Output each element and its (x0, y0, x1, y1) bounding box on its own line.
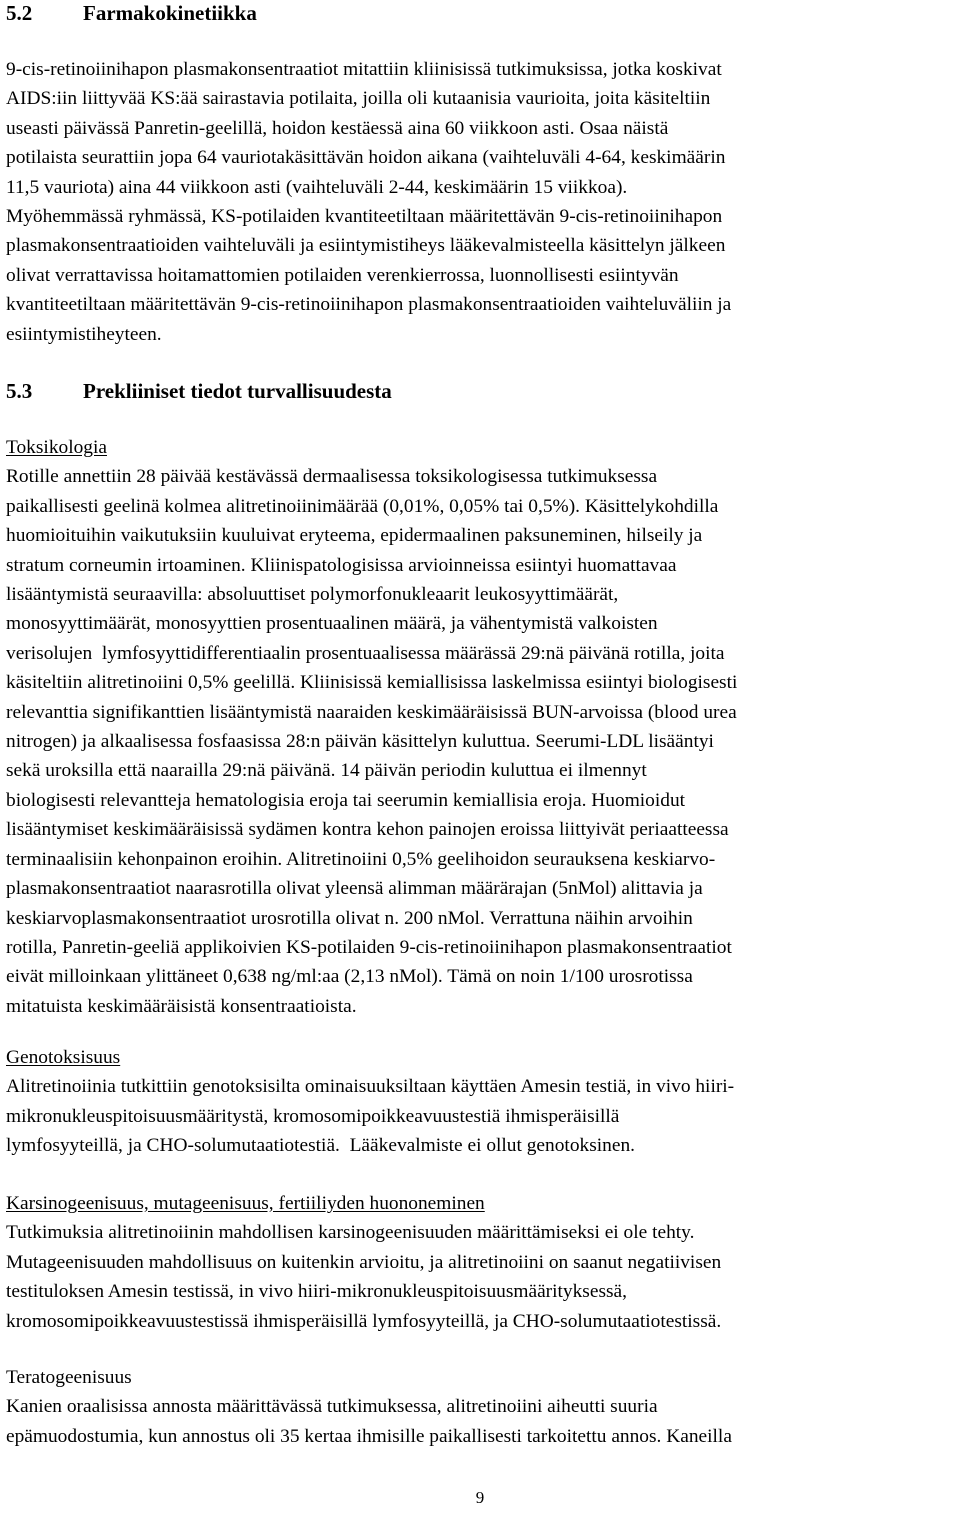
subsection-heading-carcinogenicity: Karsinogeenisuus, mutageenisuus, fertiiliyden huononeminen (6, 1193, 485, 1214)
paragraph-line: stratum corneumin irtoaminen. Kliinispatologisissa arvioinneissa esiintyi huomattavaa (6, 554, 677, 576)
teratogenicity-block (6, 1363, 732, 1451)
paragraph-line: relevanttia signifikanttien lisääntymistä naaraiden keskimääräisissä BUN-arvoissa (blood urea (6, 701, 737, 723)
paragraph-line: kromosomipoikkeavuustestissä ihmisperäisillä lymfosyyteillä, ja CHO-solumutaatiotestissä. (6, 1310, 722, 1332)
paragraph-line: eivät milloinkaan ylittäneet 0,638 ng/ml:aa (2,13 nMol). Tämä on noin 1/100 urosrotissa (6, 966, 693, 988)
section-heading-5-2 (6, 0, 257, 26)
paragraph-line: Mutageenisuuden mahdollisuus on kuitenkin arvioitu, ja alitretinoiini on saanut negatiivisen (6, 1251, 722, 1273)
paragraph-line: Rotille annettiin 28 päivää kestävässä dermaalisessa toksikologisessa tutkimuksessa (6, 466, 658, 488)
paragraph-line: Kanien oraalisissa annosta määrittävässä tutkimuksessa, alitretinoiini aiheutti suuria (6, 1396, 658, 1418)
paragraph-line: paikallisesti geelinä kolmea alitretinoiinimäärää (0,01%, 0,05% tai 0,5%). Käsittelykohdilla (6, 495, 719, 517)
paragraph-line: verisolujen lymfosyyttidifferentiaalin prosentuaalisessa määrässä 29:nä päivänä rotilla, joita (6, 642, 725, 664)
paragraph-line: lisääntymistä seuraavilla: absoluuttiset polymorfonukleaarit leukosyyttimäärät, (6, 584, 619, 606)
paragraph-line: testituloksen Amesin testissä, in vivo hiiri-mikronukleuspitoisuusmäärityksessä, (6, 1281, 627, 1303)
pharmacokinetics-paragraph (6, 55, 731, 349)
paragraph-line: kvantiteetiltaan määritettävän 9-cis-retinoiinihapon plasmakonsentraatioiden vaihteluväliin ja (6, 294, 732, 316)
paragraph-line: nitrogen) ja alkaalisessa fosfaasissa 28:n päivän käsittelyn kuluttua. Seerumi-LDL lisääntyi (6, 731, 714, 753)
paragraph-line: potilaista seurattiin jopa 64 vauriotakäsittävän hoidon aikana (vaihteluväli 4-64, keskimäärin (6, 147, 726, 169)
paragraph-line: lisääntymiset keskimääräisissä sydämen kontra kehon painojen eroissa liittyivät periaatteessa (6, 819, 729, 841)
carcinogenicity-block (6, 1189, 721, 1336)
paragraph-line: Tutkimuksia alitretinoiinin mahdollisen karsinogeenisuuden määrittämiseksi ei ole tehty. (6, 1222, 695, 1244)
subsection-heading-genotoxicity: Genotoksisuus (6, 1047, 121, 1068)
section-title: Farmakokinetiikka (83, 1, 257, 25)
section-heading-5-3 (6, 378, 392, 404)
paragraph-line: sekä uroksilla että naarailla 29:nä päivänä. 14 päivän periodin kuluttua ei ilmennyt (6, 760, 647, 782)
paragraph-line: käsiteltiin alitretinoiini 0,5% geelillä. Kliinisissä kemiallisissa laskelmissa esiintyi biologisesti (6, 672, 738, 694)
paragraph-line: terminaalisiin kehonpainon eroihin. Alitretinoiini 0,5% geelihoidon seurauksena keskiarvo- (6, 848, 716, 870)
paragraph-line: esiintymistiheyteen. (6, 323, 162, 345)
paragraph-line: epämuodostumia, kun annostus oli 35 kertaa ihmisille paikallisesti tarkoitettu annos. Kaneilla (6, 1425, 732, 1447)
paragraph-line: olivat verrattavissa hoitamattomien potilaiden verenkierrossa, luonnollisesti esiintyvän (6, 264, 679, 286)
section-number: 5.2 (6, 1, 33, 25)
paragraph-line: keskiarvoplasmakonsentraatiot urosrotilla olivat n. 200 nMol. Verrattuna näihin arvoihin (6, 907, 693, 929)
paragraph-line: lymfosyyteillä, ja CHO-solumutaatiotestiä. Lääkevalmiste ei ollut genotoksinen. (6, 1135, 635, 1157)
paragraph-line: Alitretinoiinia tutkittiin genotoksisilta ominaisuuksiltaan käyttäen Amesin testiä, in vivo hiiri- (6, 1076, 735, 1098)
paragraph-line: 9-cis-retinoiinihapon plasmakonsentraatiot mitattiin kliinisissä tutkimuksissa, jotka koskivat (6, 59, 722, 80)
subsection-heading-toxicology: Toksikologia (6, 437, 107, 458)
paragraph-line: AIDS:iin liittyvää KS:ää sairastavia potilaita, joilla oli kutaanisia vaurioita, joita käsiteltiin (6, 88, 711, 110)
section-title: Prekliiniset tiedot turvallisuudesta (83, 379, 392, 403)
paragraph-line: useasti päivässä Panretin-geelillä, hoidon kestäessä aina 60 viikkoon asti. Osaa näistä (6, 117, 669, 139)
paragraph-line: Myöhemmässä ryhmässä, KS-potilaiden kvantiteetiltaan määritettävän 9-cis-retinoiinihapon (6, 206, 723, 228)
paragraph-line: 11,5 vauriota) aina 44 viikkoon asti (vaihteluväli 2-44, keskimäärin 15 viikkoa). (6, 176, 628, 198)
paragraph-line: huomioituihin vaikutuksiin kuuluivat eryteema, epidermaalinen paksuneminen, hilseily ja (6, 525, 703, 547)
paragraph-line: plasmakonsentraatiot naarasrotilla olivat yleensä alimman määrärajan (5nMol) alittavia ja (6, 878, 703, 900)
paragraph-line: mikronukleuspitoisuusmääritystä, kromosomipoikkeavuustestiä ihmisperäisillä (6, 1105, 620, 1127)
paragraph-line: monosyyttimäärät, monosyyttien prosentuaalinen määrä, ja vähentymistä valkoisten (6, 613, 658, 635)
toxicology-block (6, 433, 737, 1021)
section-number: 5.3 (6, 379, 33, 403)
paragraph-line: rotilla, Panretin-geeliä applikoivien KS-potilaiden 9-cis-retinoiinihapon plasmakonsentraatiot (6, 936, 732, 958)
paragraph-line: mitatuista keskimääräisistä konsentraatioista. (6, 995, 357, 1017)
paragraph-line: biologisesti relevantteja hematologisia eroja tai seerumin kemiallisia eroja. Huomioidut (6, 789, 686, 811)
genotoxicity-block (6, 1043, 734, 1161)
subsection-heading-teratogenicity: Teratogeenisuus (6, 1367, 132, 1388)
paragraph-line: plasmakonsentraatioiden vaihteluväli ja esiintymistiheys lääkevalmisteella käsittelyn jälkeen (6, 235, 726, 257)
page-number: 9 (475, 1488, 485, 1507)
